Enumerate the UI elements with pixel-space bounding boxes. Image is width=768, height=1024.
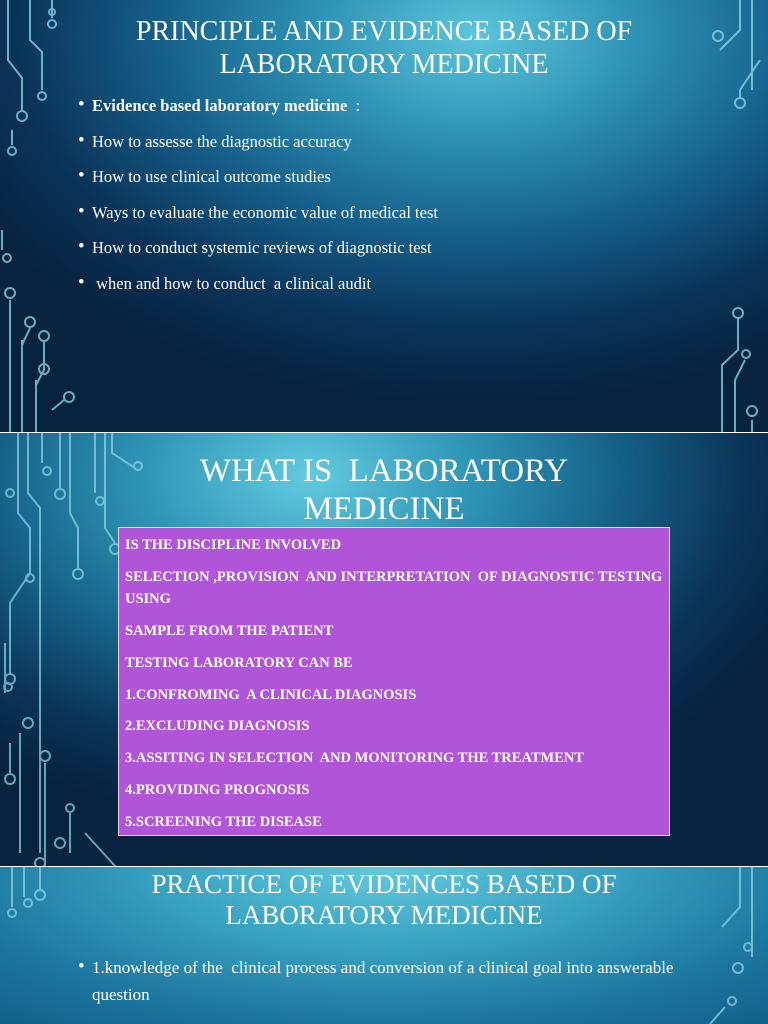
slide-1-title [0,16,768,82]
slide-1-title-line2: LABORATORY MEDICINE [219,48,549,80]
slide-3-title [0,869,768,932]
slide-1-bullet-list [78,95,438,308]
bullet-item: • Ways to evaluate the economic value of medical test [78,202,438,224]
box-line: 5.SCREENING THE DISEASE [125,813,322,830]
bullet-colon: : [347,96,361,115]
bullet-item: • How to conduct systemic reviews of diagnostic test [78,237,438,259]
bullet-item: • 1.knowledge of the clinical process and conversion of a clinical goal into answerable question [78,954,678,1008]
bullet-bold-text: Evidence based laboratory medicine [92,96,348,115]
box-line: 1.CONFROMING A CLINICAL DIAGNOSIS [125,686,417,703]
slide-2 [0,433,768,866]
slide-1-title-line1: PRINCIPLE AND EVIDENCE BASED OF [135,16,633,47]
bullet-item: • How to assesse the diagnostic accuracy [78,131,438,153]
slide-3-bullet-list [78,954,683,1008]
slide-1 [0,0,768,432]
bullet-item: • How to use clinical outcome studies [78,166,438,188]
box-line: 4.PROVIDING PROGNOSIS [125,782,310,799]
slide-2-title [0,453,768,529]
slide-3-title-line1: PRACTICE OF EVIDENCES BASED OF [151,869,617,899]
box-line: TESTING LABORATORY CAN BE [125,654,353,671]
box-line: 3.ASSITING IN SELECTION AND MONITORING THE TREATMENT [125,750,585,767]
box-line: IS THE DISCIPLINE INVOLVED [125,537,342,553]
slide-3-title-line2: LABORATORY MEDICINE [225,900,543,931]
bullet-item: • when and how to conduct a clinical audit [78,273,438,295]
box-line: 2.EXCLUDING DIAGNOSIS [125,718,310,735]
definition-box [118,527,670,836]
box-line: SAMPLE FROM THE PATIENT [125,623,334,640]
slide-2-title-line1: WHAT IS LABORATORY [199,453,569,489]
box-line: SELECTION ,PROVISION AND INTERPRETATION OF DIAGNOSTIC TESTING USING [125,568,666,608]
slide-2-title-line2: MEDICINE [303,490,465,527]
slide-3 [0,867,768,1024]
bullet-item [78,95,438,117]
